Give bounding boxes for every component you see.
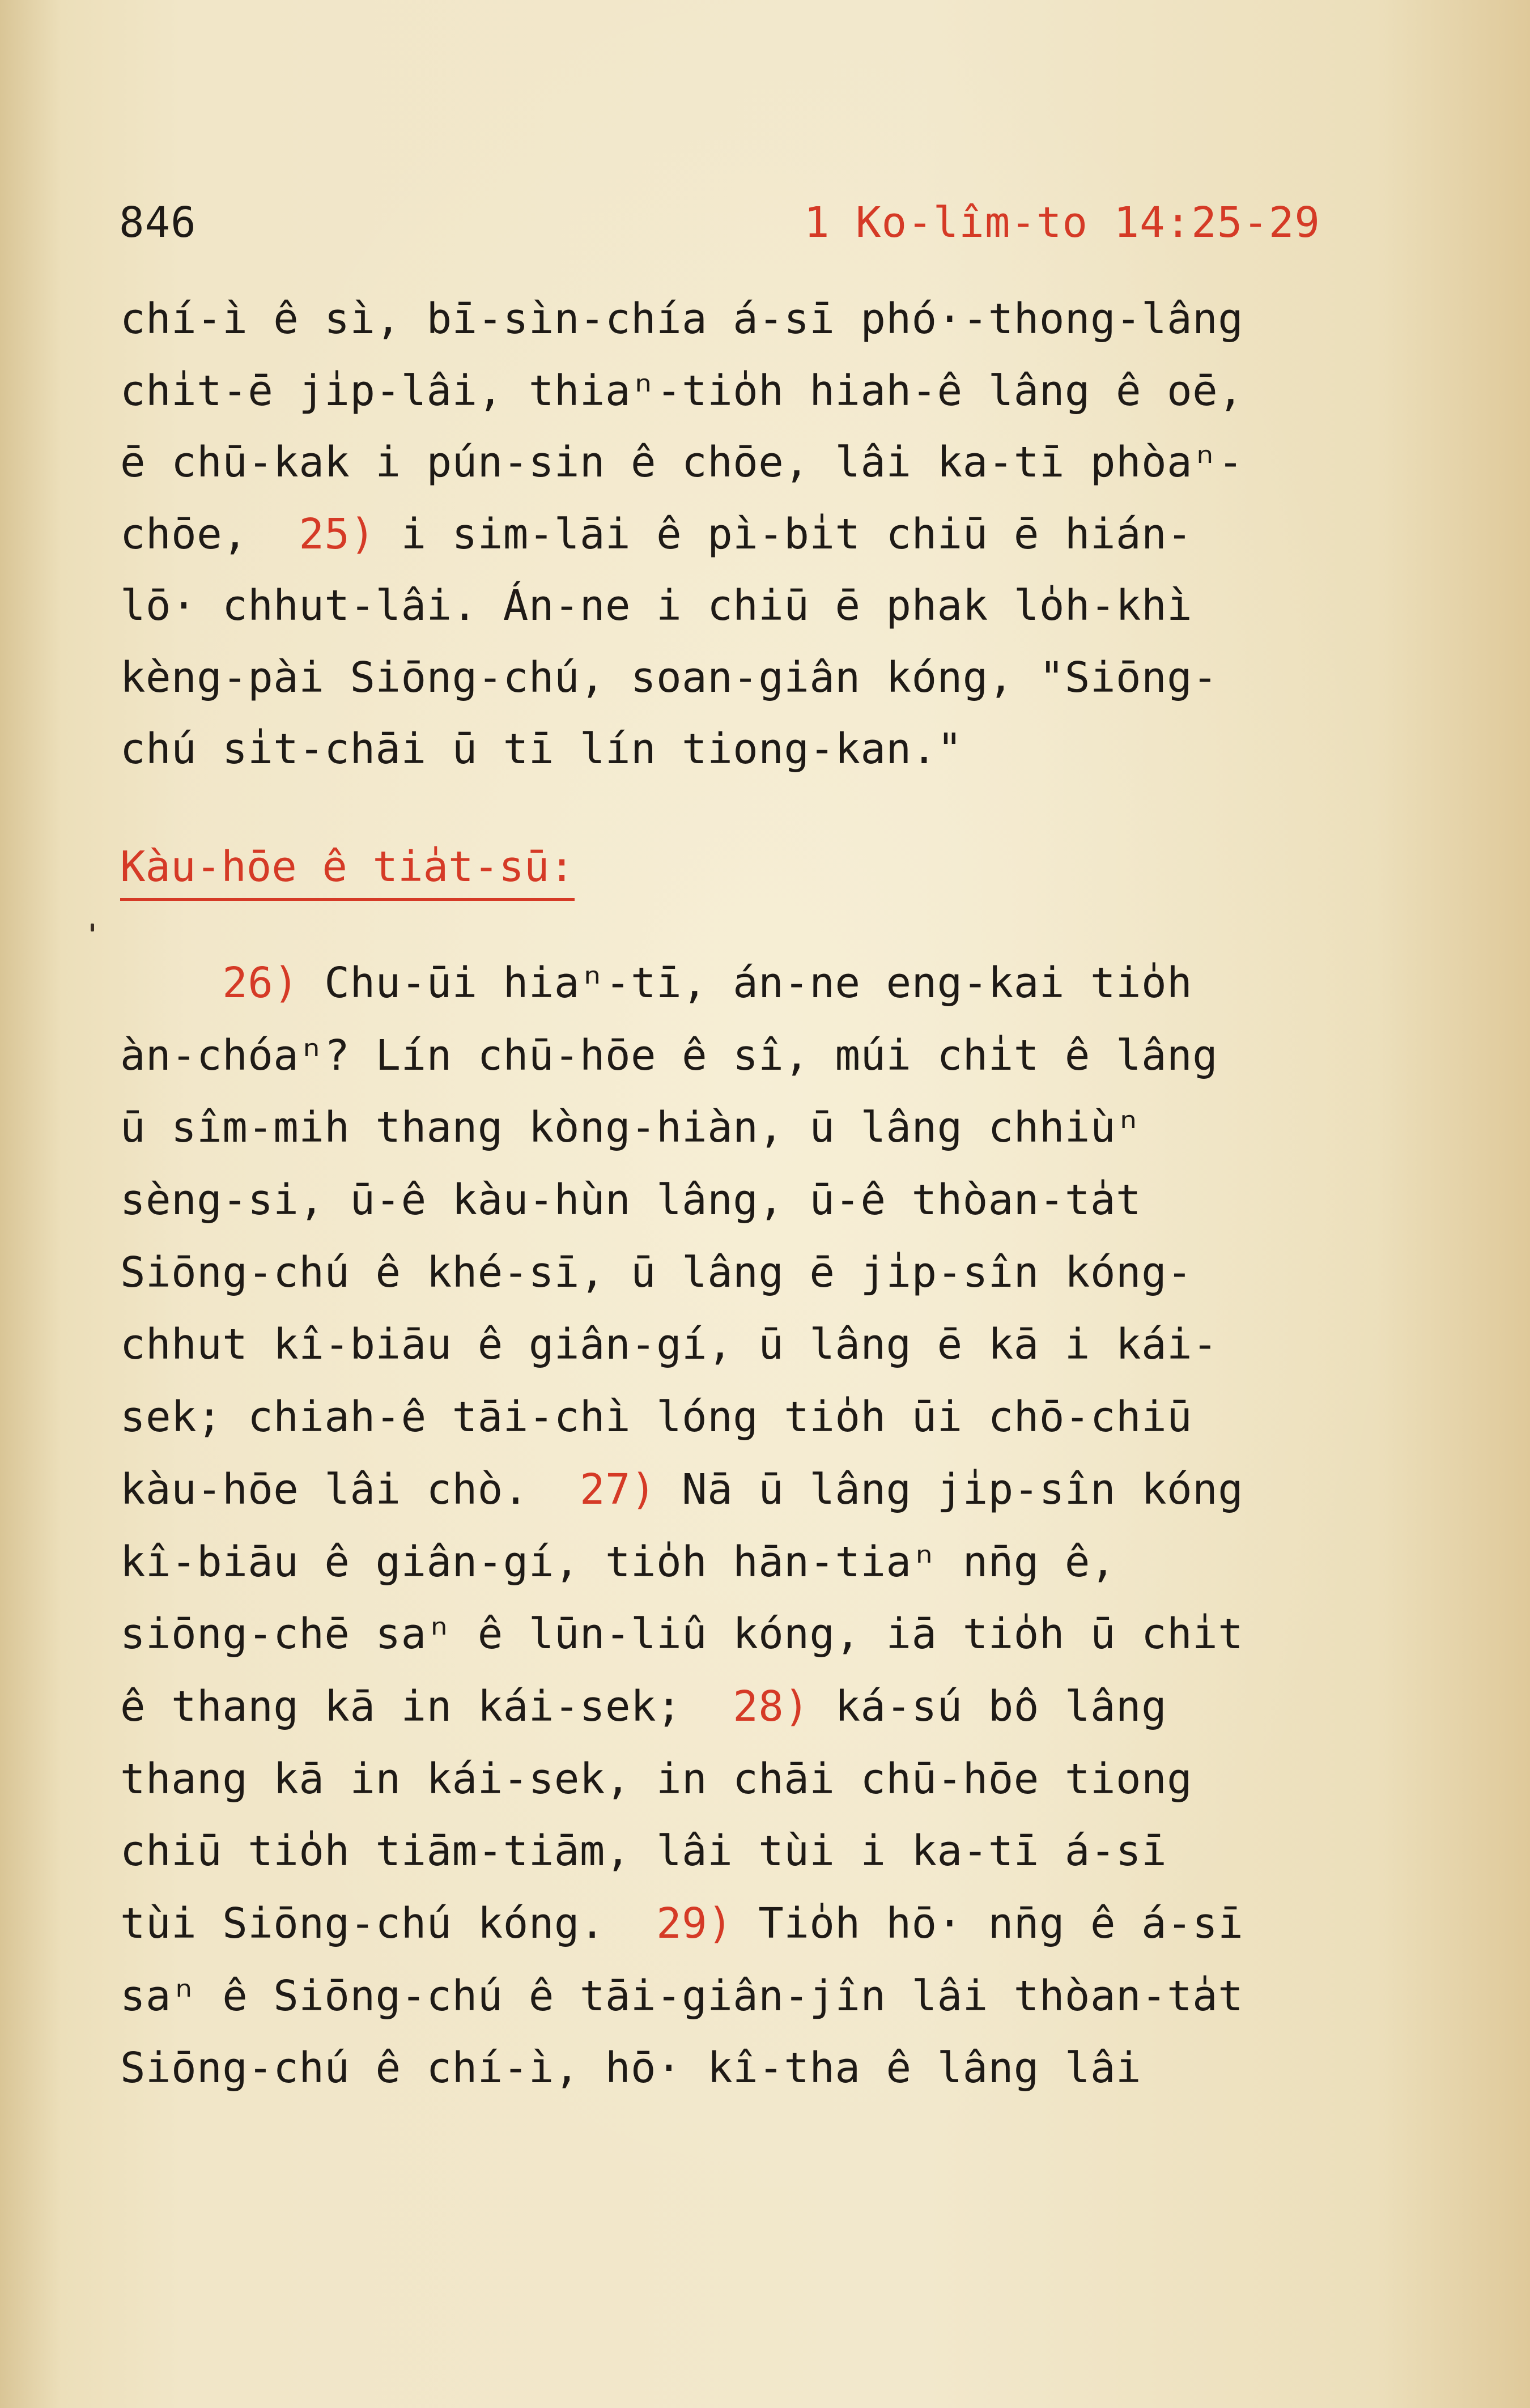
text-line	[120, 283, 1401, 355]
text-line	[120, 1743, 1423, 1816]
verse-number: 26)	[222, 959, 299, 1007]
text-line	[120, 427, 1401, 499]
section-heading: Kàu-hōe ê tia̍t-sū:	[120, 836, 575, 901]
page-header	[119, 192, 1320, 254]
line-text: ê thang kā in kái-sek;	[120, 1682, 733, 1731]
verse-number: 25)	[299, 509, 376, 559]
ink-speck	[91, 924, 94, 931]
text-line	[120, 947, 1423, 1020]
line-text: chú si̍t-chāi ū tī lín tiong-kan."	[120, 725, 963, 773]
text-line	[120, 355, 1401, 427]
text-line	[120, 1020, 1423, 1092]
line-text: ē chū-kak i pún-sin ê chōe, lâi ka-tī phòaⁿ-	[120, 438, 1244, 487]
text-line	[120, 570, 1401, 642]
line-text: lō· chhut-lâi. Án-ne i chiū ē phak lo̍h-khì	[120, 581, 1193, 630]
page-number: 846	[119, 198, 197, 247]
line-text	[120, 959, 222, 1007]
text-line	[120, 1237, 1423, 1309]
text-line	[120, 2032, 1423, 2105]
line-text: sèng-si, ū-ê kàu-hùn lâng, ū-ê thòan-ta̍t	[120, 1176, 1142, 1225]
text-line	[120, 1092, 1423, 1164]
line-text: Chu-ūi hiaⁿ-tī, án-ne eng-kai tio̍h	[299, 959, 1193, 1007]
text-line	[120, 642, 1401, 714]
line-text: Siōng-chú ê khé-sī, ū lâng ē ji̍p-sîn kóng-	[120, 1248, 1193, 1297]
verse-number: 28)	[733, 1682, 810, 1731]
text-line	[120, 1381, 1423, 1454]
text-line	[120, 1960, 1423, 2033]
verse-number: 29)	[656, 1899, 733, 1948]
text-line	[120, 1598, 1423, 1671]
line-text: Tio̍h hō· nn̄g ê á-sī	[733, 1899, 1244, 1948]
line-text: Nā ū lâng ji̍p-sîn kóng	[656, 1465, 1244, 1514]
text-line	[120, 499, 1401, 571]
line-text: siōng-chē saⁿ ê lūn-liû kóng, iā tio̍h ū chi̍t	[120, 1610, 1244, 1659]
text-line	[120, 1454, 1423, 1526]
paragraph-2	[120, 947, 1423, 2105]
line-text: Siōng-chú ê chí-ì, hō· kî-tha ê lâng lâi	[120, 2044, 1142, 2093]
text-line	[120, 713, 1401, 785]
text-line	[120, 1526, 1423, 1599]
text-line	[120, 1309, 1423, 1381]
line-text: chí-ì ê sì, bī-sìn-chía á-sī phó·-thong-lâng	[120, 295, 1244, 343]
verse-number: 27)	[579, 1465, 657, 1514]
line-text: ká-sú bô lâng	[809, 1682, 1167, 1731]
line-text: thang kā in kái-sek, in chāi chū-hōe tiong	[120, 1754, 1193, 1803]
text-line	[120, 1888, 1423, 1960]
line-text: saⁿ ê Siōng-chú ê tāi-giân-jîn lâi thòan-ta̍t	[120, 1971, 1244, 2020]
text-line	[120, 1671, 1423, 1743]
paragraph-1	[120, 283, 1401, 785]
line-text: chōe,	[120, 509, 299, 559]
text-line	[120, 1164, 1423, 1237]
line-text: kàu-hōe lâi chò.	[120, 1465, 580, 1514]
line-text: sek; chiah-ê tāi-chì lóng tio̍h ūi chō-chiū	[120, 1393, 1193, 1442]
line-text: ū sîm-mih thang kòng-hiàn, ū lâng chhiùⁿ	[120, 1103, 1142, 1152]
line-text: i sim-lāi ê pì-bi̍t chiū ē hián-	[375, 509, 1193, 559]
line-text: chiū tio̍h tiām-tiām, lâi tùi i ka-tī á-sī	[120, 1827, 1167, 1876]
line-text: tùi Siōng-chú kóng.	[120, 1899, 657, 1948]
line-text: kèng-pài Siōng-chú, soan-giân kóng, "Siōng-	[120, 653, 1218, 702]
line-text: kî-biāu ê giân-gí, tio̍h hān-tiaⁿ nn̄g ê,	[120, 1537, 1116, 1586]
text-line	[120, 1815, 1423, 1888]
line-text: chhut kî-biāu ê giân-gí, ū lâng ē kā i kái-	[120, 1320, 1218, 1369]
line-text: àn-chóaⁿ? Lín chū-hōe ê sî, múi chi̍t ê lâng	[120, 1031, 1218, 1080]
line-text: chi̍t-ē ji̍p-lâi, thiaⁿ-tio̍h hiah-ê lâng ê oē,	[120, 366, 1244, 415]
running-head: 1 Ko-lîm-to 14:25-29	[804, 198, 1320, 247]
